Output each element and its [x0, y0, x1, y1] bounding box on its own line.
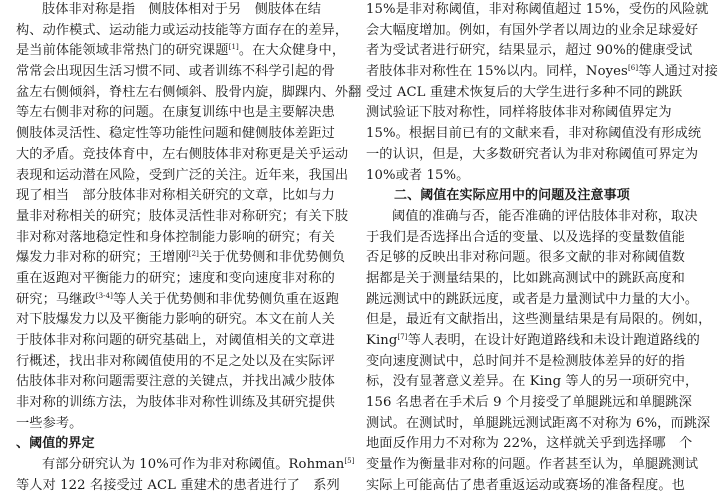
line-text-continued: 关于优势侧和非优势侧负: [198, 250, 346, 266]
line-text: 实际上可能高估了患者重返运动或赛场的准备程度。也: [366, 477, 685, 493]
line-text: 有部分研究认为 10%可作为非对称阈值。Rohman: [42, 457, 345, 473]
line-text-continued: 。在大众健身中，: [238, 43, 346, 59]
line-text: 地面反作用力不对称为 22%，这样就关乎到选择哪 个: [366, 436, 693, 452]
text-line: [16, 248, 356, 269]
text-line: [16, 41, 356, 62]
text-line: [366, 476, 706, 497]
text-line: [366, 228, 706, 249]
line-text: 、阈值的界定: [16, 436, 95, 452]
text-line: [366, 352, 706, 373]
text-line: [366, 434, 706, 455]
line-text: 估肢体非对称问题需要注意的关键点，并找出减少肢体: [16, 374, 335, 390]
section-heading: [16, 434, 356, 455]
line-text: 受过 ACL 重建术恢复后的大学生进行多种不同的跳跃: [366, 84, 683, 100]
text-line: [16, 103, 356, 124]
text-line: [16, 0, 356, 21]
line-text: 者肢体非对称性在 15%以内。同样，Noyes: [366, 64, 628, 80]
line-text: 一的认识，但是，大多数研究者认为非对称阈值可界定为: [366, 146, 699, 162]
line-text: 现了相当 部分肢体非对称相关研究的文章，比如与力: [16, 188, 335, 204]
citation-ref: [5]: [344, 457, 355, 466]
text-line: [16, 455, 356, 476]
line-text: 测试。在测试时，单腿跳远测试距离不对称为 6%，而跳深: [366, 415, 711, 431]
line-text: 表现和运动潜在风险，受到广泛的关注。近年来，我国出: [16, 167, 349, 183]
text-line: [366, 21, 706, 42]
line-text: 行概述，找出非对称阈值使用的不足之处以及在实际评: [16, 353, 335, 369]
text-line: [366, 455, 706, 476]
text-line: [16, 310, 356, 331]
line-text: 于我们是否选择出合适的变量、以及选择的变量数值能: [366, 229, 685, 245]
line-text: 于肢体非对称问题的研究基础上，对阈值相关的文章进: [16, 333, 335, 348]
right-column: [366, 0, 718, 497]
text-line: [16, 145, 356, 166]
text-line: [366, 372, 706, 393]
citation-ref: [1]: [228, 43, 239, 52]
text-line: [16, 83, 362, 104]
text-line: [16, 393, 356, 414]
text-line: [16, 331, 356, 352]
text-line: [366, 290, 706, 311]
line-text: 肢体非对称是指 侧肢体相对于另 侧肢体在结: [42, 2, 322, 17]
text-line: [16, 207, 356, 228]
line-text: 研究；马继政: [16, 291, 96, 307]
citation-ref: [3-4]: [95, 291, 113, 300]
line-text-continued: 等人表明，在设计好跑道路线和未设计跑道路线的: [407, 333, 700, 348]
line-text-continued: 等人通过对接: [638, 64, 718, 80]
text-line: [366, 41, 706, 62]
line-text: 会大幅度增加。例如，有国外学者以周边的业余足球爱好: [366, 22, 699, 38]
text-line: [16, 290, 356, 311]
line-text: 大的矛盾。竞技体育中，左右侧肢体非对称更是关乎运动: [16, 146, 349, 162]
text-line: [366, 248, 706, 269]
text-line: [366, 310, 712, 331]
text-line: [16, 228, 356, 249]
text-line: [16, 269, 356, 290]
text-line: [16, 124, 356, 145]
line-text: 变向速度测试中，总时间并不是检测肢体差异的好的指: [366, 353, 685, 369]
text-line: [16, 21, 356, 42]
text-line: [366, 393, 706, 414]
text-line: [366, 414, 711, 435]
text-line: [366, 62, 718, 83]
section-heading: [366, 186, 706, 207]
line-text: 非对称对落地稳定性和身体控制能力影响的研究；有关: [16, 229, 335, 245]
text-line: [16, 372, 356, 393]
line-text: 量非对称相关的研究；肢体灵活性非对称研究；有关下肢: [16, 208, 349, 224]
line-text: 标，没有显著意义差异。在 King 等人的另一项研究中，: [366, 374, 699, 390]
line-text: 常常会出现因生活习惯不同、或者训练不科学引起的骨: [16, 64, 335, 80]
text-line: [16, 414, 356, 435]
line-text: 一些参考。: [16, 415, 83, 431]
line-text: 对下肢爆发力以及平衡能力影响的研究。本文在前人关: [16, 312, 335, 328]
citation-ref: [7]: [397, 333, 408, 341]
line-text: 者为受试者进行研究，结果显示，超过 90%的健康受试: [366, 43, 693, 59]
text-line: [366, 0, 709, 21]
text-line: [366, 269, 706, 290]
text-line: [16, 352, 356, 373]
left-column: [16, 0, 362, 497]
text-line: [366, 103, 706, 124]
line-text: 156 名患者在手术后 9 个月接受了单腿跳远和单腿跳深: [366, 395, 692, 411]
line-text: 15%是非对称阈值，非对称阈值超过 15%，受伤的风险就: [366, 2, 709, 17]
line-text: 测试验证下肢对称性，同样将肢体非对称阈值界定为: [366, 105, 672, 121]
text-line: [366, 166, 706, 187]
line-text: 非对称的训练方法，为肢体非对称性训练及其研究提供: [16, 395, 335, 411]
line-text: 盆左右侧倾斜，脊柱左右侧倾斜、股骨内旋，脚踝内、外翻: [16, 84, 362, 100]
line-text: 等人对 122 名接受过 ACL 重建术的患者进行了 系列: [16, 477, 340, 493]
line-text: 变量作为衡量非对称的问题。作者甚至认为，单腿跳测试: [366, 457, 699, 473]
line-text: 阈值的准确与否，能否准确的评估肢体非对称，取决: [392, 208, 698, 224]
line-text: 跳远测试中的跳跃远度，或者是力量测试中力量的大小。: [366, 291, 699, 307]
line-text: 但是，最近有文献指出，这些测量结果是有局限的。例如，: [366, 312, 712, 328]
line-text: 爆发力非对称的研究；王增刚: [16, 250, 189, 266]
line-text: 10%或者 15%。: [366, 167, 470, 183]
text-line: [366, 83, 706, 104]
line-text: 侧肢体灵活性、稳定性等功能性问题和健侧肢体差距过: [16, 126, 335, 142]
citation-ref: [2]: [188, 250, 199, 259]
text-line: [366, 331, 706, 352]
line-text: 构、动作模式、运动能力或运动技能等方面存在的差异，: [16, 22, 349, 38]
citation-ref: [6]: [627, 64, 639, 73]
text-line: [16, 166, 356, 187]
text-line: [366, 124, 706, 145]
line-text: 是当前体能领域非常热门的研究课题: [16, 43, 229, 59]
line-text: 否足够的反映出非对称问题。很多文献的非对称阈值数: [366, 250, 685, 266]
text-line: [16, 62, 356, 83]
line-text: 15%。根据目前已有的文献来看，非对称阈值没有形成统: [366, 126, 702, 142]
line-text: 等左右侧非对称的问题。在康复训练中也是主要解决患: [16, 105, 335, 121]
line-text: 据都是关于测量结果的，比如跳高测试中的跳跃高度和: [366, 270, 685, 286]
text-line: [16, 476, 356, 497]
text-line: [16, 186, 356, 207]
line-text-continued: 等人关于优势侧和非优势侧负重在返跑: [112, 291, 339, 307]
line-text: King: [366, 333, 398, 348]
text-line: [366, 145, 706, 166]
line-text: 重在返跑对平衡能力的研究；速度和变向速度非对称的: [16, 270, 335, 286]
text-line: [366, 207, 706, 228]
line-text: 二、阈值在实际应用中的问题及注意事项: [394, 188, 630, 204]
